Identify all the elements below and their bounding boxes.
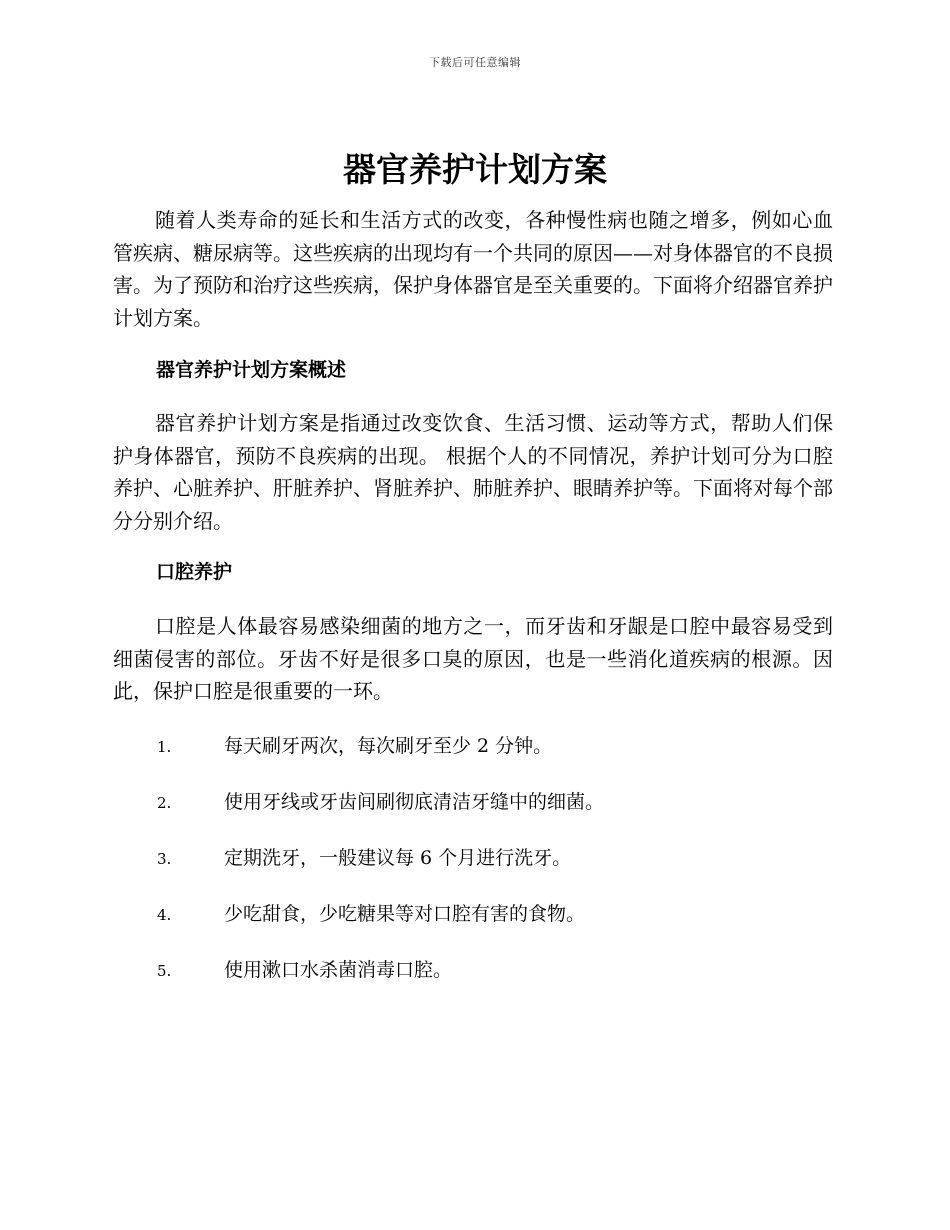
list-item — [113, 730, 833, 763]
document-body — [113, 204, 833, 1010]
list-item-number: 2. — [157, 793, 172, 812]
list-item-number: 4. — [157, 905, 172, 924]
list-item-number: 5. — [157, 961, 172, 980]
list-item — [113, 786, 833, 819]
list-item — [113, 842, 833, 875]
list-item-number: 3. — [157, 849, 172, 868]
oral-care-list — [113, 730, 833, 987]
oral-care-heading: 口腔养护 — [156, 561, 233, 583]
list-item-text: 使用漱口水杀菌消毒口腔。 — [224, 958, 453, 981]
list-item — [113, 954, 833, 987]
list-item-text: 每天刷牙两次，每次刷牙至少 2 分钟。 — [224, 734, 553, 757]
document-title: 器官养护计划方案 — [343, 150, 607, 189]
intro-paragraph: 随着人类寿命的延长和生活方式的改变，各种慢性病也随之增多，例如心血管疾病、糖尿病等。这些疾病的出现均有一个共同的原因——对身体器官的不良损害。为了预防和治疗这些疾病，保护身体器官是至关重要的。下面将介绍器官养护计划方案。 — [113, 208, 833, 330]
list-item-text: 少吃甜食，少吃糖果等对口腔有害的食物。 — [224, 902, 586, 925]
overview-heading: 器官养护计划方案概述 — [156, 359, 347, 381]
list-item-number: 1. — [157, 737, 172, 756]
list-item — [113, 898, 833, 931]
oral-care-paragraph: 口腔是人体最容易感染细菌的地方之一，而牙齿和牙龈是口腔中最容易受到细菌侵害的部位。牙齿不好是很多口臭的原因，也是一些消化道疾病的根源。因此，保护口腔是很重要的一环。 — [113, 614, 833, 703]
overview-paragraph: 器官养护计划方案是指通过改变饮食、生活习惯、运动等方式，帮助人们保护身体器官，预防不良疾病的出现。 根据个人的不同情况，养护计划可分为口腔养护、心脏养护、肝脏养护、肾脏养护、肺脏养护、眼睛养护等。下面将对每个部分分别介绍。 — [113, 411, 833, 533]
list-item-text: 定期洗牙，一般建议每 6 个月进行洗牙。 — [224, 846, 572, 869]
header-note: 下载后可任意编辑 — [429, 56, 521, 69]
list-item-text: 使用牙线或牙齿间刷彻底清洁牙缝中的细菌。 — [224, 790, 605, 813]
